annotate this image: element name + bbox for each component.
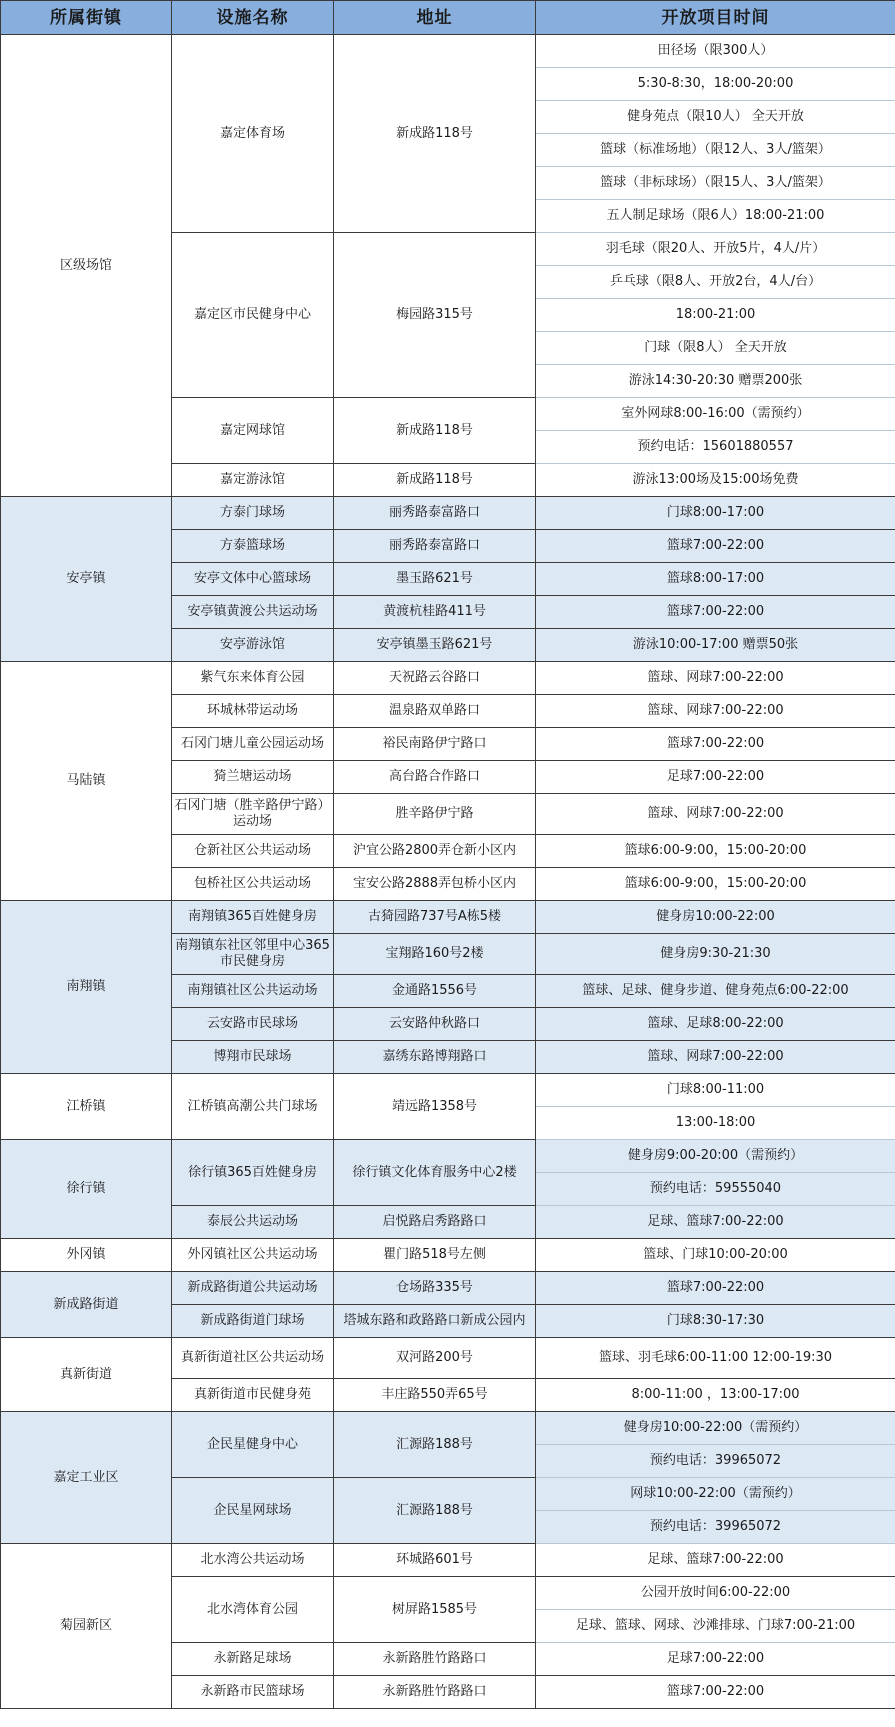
schedule-cell: 13:00-18:00 xyxy=(536,1107,895,1140)
address-cell: 安亭镇墨玉路621号 xyxy=(334,629,536,662)
address-cell: 启悦路启秀路路口 xyxy=(334,1206,536,1239)
address-cell: 胜辛路伊宁路 xyxy=(334,794,536,835)
schedule-cell: 门球8:00-17:00 xyxy=(536,497,895,530)
address-cell: 丰庄路550弄65号 xyxy=(334,1379,536,1412)
address-cell: 仓场路335号 xyxy=(334,1272,536,1305)
facility-name-cell: 新成路街道公共运动场 xyxy=(172,1272,334,1305)
schedule-cell: 足球、篮球7:00-22:00 xyxy=(536,1544,895,1577)
schedule-cell: 健身房10:00-22:00（需预约） xyxy=(536,1412,895,1445)
facility-name-cell: 仓新社区公共运动场 xyxy=(172,835,334,868)
facility-name-cell: 石冈门塘（胜辛路伊宁路）运动场 xyxy=(172,794,334,835)
table-row xyxy=(1,35,895,68)
address-cell: 黄渡杭桂路411号 xyxy=(334,596,536,629)
facility-name-cell: 企民星健身中心 xyxy=(172,1412,334,1478)
facility-name-cell: 企民星网球场 xyxy=(172,1478,334,1544)
town-cell: 外冈镇 xyxy=(1,1239,172,1272)
schedule-cell: 篮球、足球8:00-22:00 xyxy=(536,1008,895,1041)
facility-name-cell: 新成路街道门球场 xyxy=(172,1305,334,1338)
facility-name-cell: 嘉定游泳馆 xyxy=(172,464,334,497)
schedule-cell: 预约电话：59555040 xyxy=(536,1173,895,1206)
header-schedule: 开放项目时间 xyxy=(536,1,895,35)
address-cell: 瞿门路518号左侧 xyxy=(334,1239,536,1272)
town-cell: 南翔镇 xyxy=(1,901,172,1074)
address-cell: 靖远路1358号 xyxy=(334,1074,536,1140)
schedule-cell: 门球8:00-11:00 xyxy=(536,1074,895,1107)
facility-name-cell: 泰辰公共运动场 xyxy=(172,1206,334,1239)
schedule-cell: 健身房10:00-22:00 xyxy=(536,901,895,934)
table-row xyxy=(1,662,895,695)
address-cell: 云安路仲秋路口 xyxy=(334,1008,536,1041)
schedule-cell: 游泳10:00-17:00 赠票50张 xyxy=(536,629,895,662)
facility-name-cell: 猗兰塘运动场 xyxy=(172,761,334,794)
facility-name-cell: 云安路市民球场 xyxy=(172,1008,334,1041)
schedule-cell: 篮球7:00-22:00 xyxy=(536,596,895,629)
facility-name-cell: 安亭文体中心篮球场 xyxy=(172,563,334,596)
schedule-cell: 篮球7:00-22:00 xyxy=(536,1676,895,1709)
schedule-cell: 室外网球8:00-16:00（需预约） xyxy=(536,398,895,431)
address-cell: 新成路118号 xyxy=(334,35,536,233)
schedule-cell: 篮球7:00-22:00 xyxy=(536,728,895,761)
schedule-cell: 乒乓球（限8人、开放2台，4人/台） xyxy=(536,266,895,299)
address-cell: 高台路合作路口 xyxy=(334,761,536,794)
facility-name-cell: 北水湾公共运动场 xyxy=(172,1544,334,1577)
address-cell: 丽秀路泰富路口 xyxy=(334,530,536,563)
town-cell: 区级场馆 xyxy=(1,35,172,497)
table-row xyxy=(1,1338,895,1379)
table-row xyxy=(1,901,895,934)
town-cell: 真新街道 xyxy=(1,1338,172,1412)
schedule-cell: 预约电话：39965072 xyxy=(536,1445,895,1478)
address-cell: 汇源路188号 xyxy=(334,1478,536,1544)
facility-name-cell: 徐行镇365百姓健身房 xyxy=(172,1140,334,1206)
facility-name-cell: 嘉定网球馆 xyxy=(172,398,334,464)
address-cell: 金通路1556号 xyxy=(334,975,536,1008)
schedule-cell: 五人制足球场（限6人）18:00-21:00 xyxy=(536,200,895,233)
town-cell: 江桥镇 xyxy=(1,1074,172,1140)
town-cell: 马陆镇 xyxy=(1,662,172,901)
town-cell: 菊园新区 xyxy=(1,1544,172,1709)
facility-name-cell: 安亭游泳馆 xyxy=(172,629,334,662)
schedule-cell: 篮球、网球7:00-22:00 xyxy=(536,794,895,835)
facility-name-cell: 江桥镇高潮公共门球场 xyxy=(172,1074,334,1140)
schedule-cell: 预约电话：39965072 xyxy=(536,1511,895,1544)
facility-name-cell: 紫气东来体育公园 xyxy=(172,662,334,695)
address-cell: 古猗园路737号A栋5楼 xyxy=(334,901,536,934)
facility-name-cell: 永新路足球场 xyxy=(172,1643,334,1676)
facility-name-cell: 南翔镇东社区邻里中心365市民健身房 xyxy=(172,934,334,975)
address-cell: 塔城东路和政路路口新成公园内 xyxy=(334,1305,536,1338)
schedule-cell: 篮球（标准场地）（限12人、3人/篮架） xyxy=(536,134,895,167)
facility-name-cell: 方泰篮球场 xyxy=(172,530,334,563)
schedule-cell: 足球7:00-22:00 xyxy=(536,761,895,794)
schedule-cell: 篮球、网球7:00-22:00 xyxy=(536,695,895,728)
facility-name-cell: 真新街道市民健身苑 xyxy=(172,1379,334,1412)
schedule-cell: 8:00-11:00 ，13:00-17:00 xyxy=(536,1379,895,1412)
table-row xyxy=(1,1412,895,1445)
schedule-cell: 5:30-8:30，18:00-20:00 xyxy=(536,68,895,101)
schedule-cell: 篮球、羽毛球6:00-11:00 12:00-19:30 xyxy=(536,1338,895,1379)
facility-name-cell: 包桥社区公共运动场 xyxy=(172,868,334,901)
schedule-cell: 篮球（非标球场）（限15人、3人/篮架） xyxy=(536,167,895,200)
address-cell: 双河路200号 xyxy=(334,1338,536,1379)
facility-name-cell: 北水湾体育公园 xyxy=(172,1577,334,1643)
table-row xyxy=(1,1074,895,1107)
address-cell: 天祝路云谷路口 xyxy=(334,662,536,695)
address-cell: 裕民南路伊宁路口 xyxy=(334,728,536,761)
address-cell: 永新路胜竹路路口 xyxy=(334,1676,536,1709)
schedule-cell: 18:00-21:00 xyxy=(536,299,895,332)
facility-name-cell: 环城林带运动场 xyxy=(172,695,334,728)
schedule-cell: 网球10:00-22:00（需预约） xyxy=(536,1478,895,1511)
table-row xyxy=(1,1544,895,1577)
address-cell: 沪宜公路2800弄仓新小区内 xyxy=(334,835,536,868)
schedule-cell: 足球7:00-22:00 xyxy=(536,1643,895,1676)
address-cell: 徐行镇文化体育服务中心2楼 xyxy=(334,1140,536,1206)
schedule-cell: 足球、篮球7:00-22:00 xyxy=(536,1206,895,1239)
address-cell: 树屏路1585号 xyxy=(334,1577,536,1643)
address-cell: 嘉绣东路博翔路口 xyxy=(334,1041,536,1074)
schedule-cell: 篮球、门球10:00-20:00 xyxy=(536,1239,895,1272)
table-row xyxy=(1,497,895,530)
facility-name-cell: 博翔市民球场 xyxy=(172,1041,334,1074)
address-cell: 汇源路188号 xyxy=(334,1412,536,1478)
schedule-cell: 篮球8:00-17:00 xyxy=(536,563,895,596)
table-row xyxy=(1,1272,895,1305)
header-row xyxy=(1,1,895,35)
schedule-cell: 健身房9:30-21:30 xyxy=(536,934,895,975)
table-row xyxy=(1,1239,895,1272)
header-town: 所属街镇 xyxy=(1,1,172,35)
schedule-cell: 篮球7:00-22:00 xyxy=(536,1272,895,1305)
schedule-cell: 足球、篮球、网球、沙滩排球、门球7:00-21:00 xyxy=(536,1610,895,1643)
schedule-cell: 游泳14:30-20:30 赠票200张 xyxy=(536,365,895,398)
town-cell: 徐行镇 xyxy=(1,1140,172,1239)
facility-name-cell: 南翔镇社区公共运动场 xyxy=(172,975,334,1008)
schedule-cell: 篮球、足球、健身步道、健身苑点6:00-22:00 xyxy=(536,975,895,1008)
address-cell: 宝翔路160号2楼 xyxy=(334,934,536,975)
schedule-cell: 门球（限8人） 全天开放 xyxy=(536,332,895,365)
schedule-cell: 篮球、网球7:00-22:00 xyxy=(536,1041,895,1074)
facility-name-cell: 南翔镇365百姓健身房 xyxy=(172,901,334,934)
address-cell: 丽秀路泰富路口 xyxy=(334,497,536,530)
address-cell: 新成路118号 xyxy=(334,398,536,464)
schedule-cell: 篮球6:00-9:00，15:00-20:00 xyxy=(536,868,895,901)
schedule-cell: 健身苑点（限10人） 全天开放 xyxy=(536,101,895,134)
schedule-cell: 羽毛球（限20人、开放5片，4人/片） xyxy=(536,233,895,266)
schedule-cell: 健身房9:00-20:00（需预约） xyxy=(536,1140,895,1173)
town-cell: 安亭镇 xyxy=(1,497,172,662)
town-cell: 新成路街道 xyxy=(1,1272,172,1338)
address-cell: 温泉路双单路口 xyxy=(334,695,536,728)
facility-name-cell: 石冈门塘儿童公园运动场 xyxy=(172,728,334,761)
facility-name-cell: 安亭镇黄渡公共运动场 xyxy=(172,596,334,629)
facility-name-cell: 永新路市民篮球场 xyxy=(172,1676,334,1709)
schedule-cell: 预约电话：15601880557 xyxy=(536,431,895,464)
address-cell: 永新路胜竹路路口 xyxy=(334,1643,536,1676)
facility-name-cell: 真新街道社区公共运动场 xyxy=(172,1338,334,1379)
facility-name-cell: 嘉定区市民健身中心 xyxy=(172,233,334,398)
schedule-cell: 篮球7:00-22:00 xyxy=(536,530,895,563)
address-cell: 环城路601号 xyxy=(334,1544,536,1577)
header-address: 地址 xyxy=(334,1,536,35)
address-cell: 新成路118号 xyxy=(334,464,536,497)
address-cell: 梅园路315号 xyxy=(334,233,536,398)
table-body xyxy=(1,35,895,1709)
schedule-cell: 田径场（限300人） xyxy=(536,35,895,68)
schedule-cell: 门球8:30-17:30 xyxy=(536,1305,895,1338)
address-cell: 墨玉路621号 xyxy=(334,563,536,596)
schedule-cell: 篮球6:00-9:00，15:00-20:00 xyxy=(536,835,895,868)
schedule-cell: 公园开放时间6:00-22:00 xyxy=(536,1577,895,1610)
town-cell: 嘉定工业区 xyxy=(1,1412,172,1544)
header-facility: 设施名称 xyxy=(172,1,334,35)
schedule-cell: 篮球、网球7:00-22:00 xyxy=(536,662,895,695)
address-cell: 宝安公路2888弄包桥小区内 xyxy=(334,868,536,901)
facility-name-cell: 外冈镇社区公共运动场 xyxy=(172,1239,334,1272)
facility-name-cell: 嘉定体育场 xyxy=(172,35,334,233)
facility-name-cell: 方泰门球场 xyxy=(172,497,334,530)
schedule-cell: 游泳13:00场及15:00场免费 xyxy=(536,464,895,497)
table-row xyxy=(1,1140,895,1173)
